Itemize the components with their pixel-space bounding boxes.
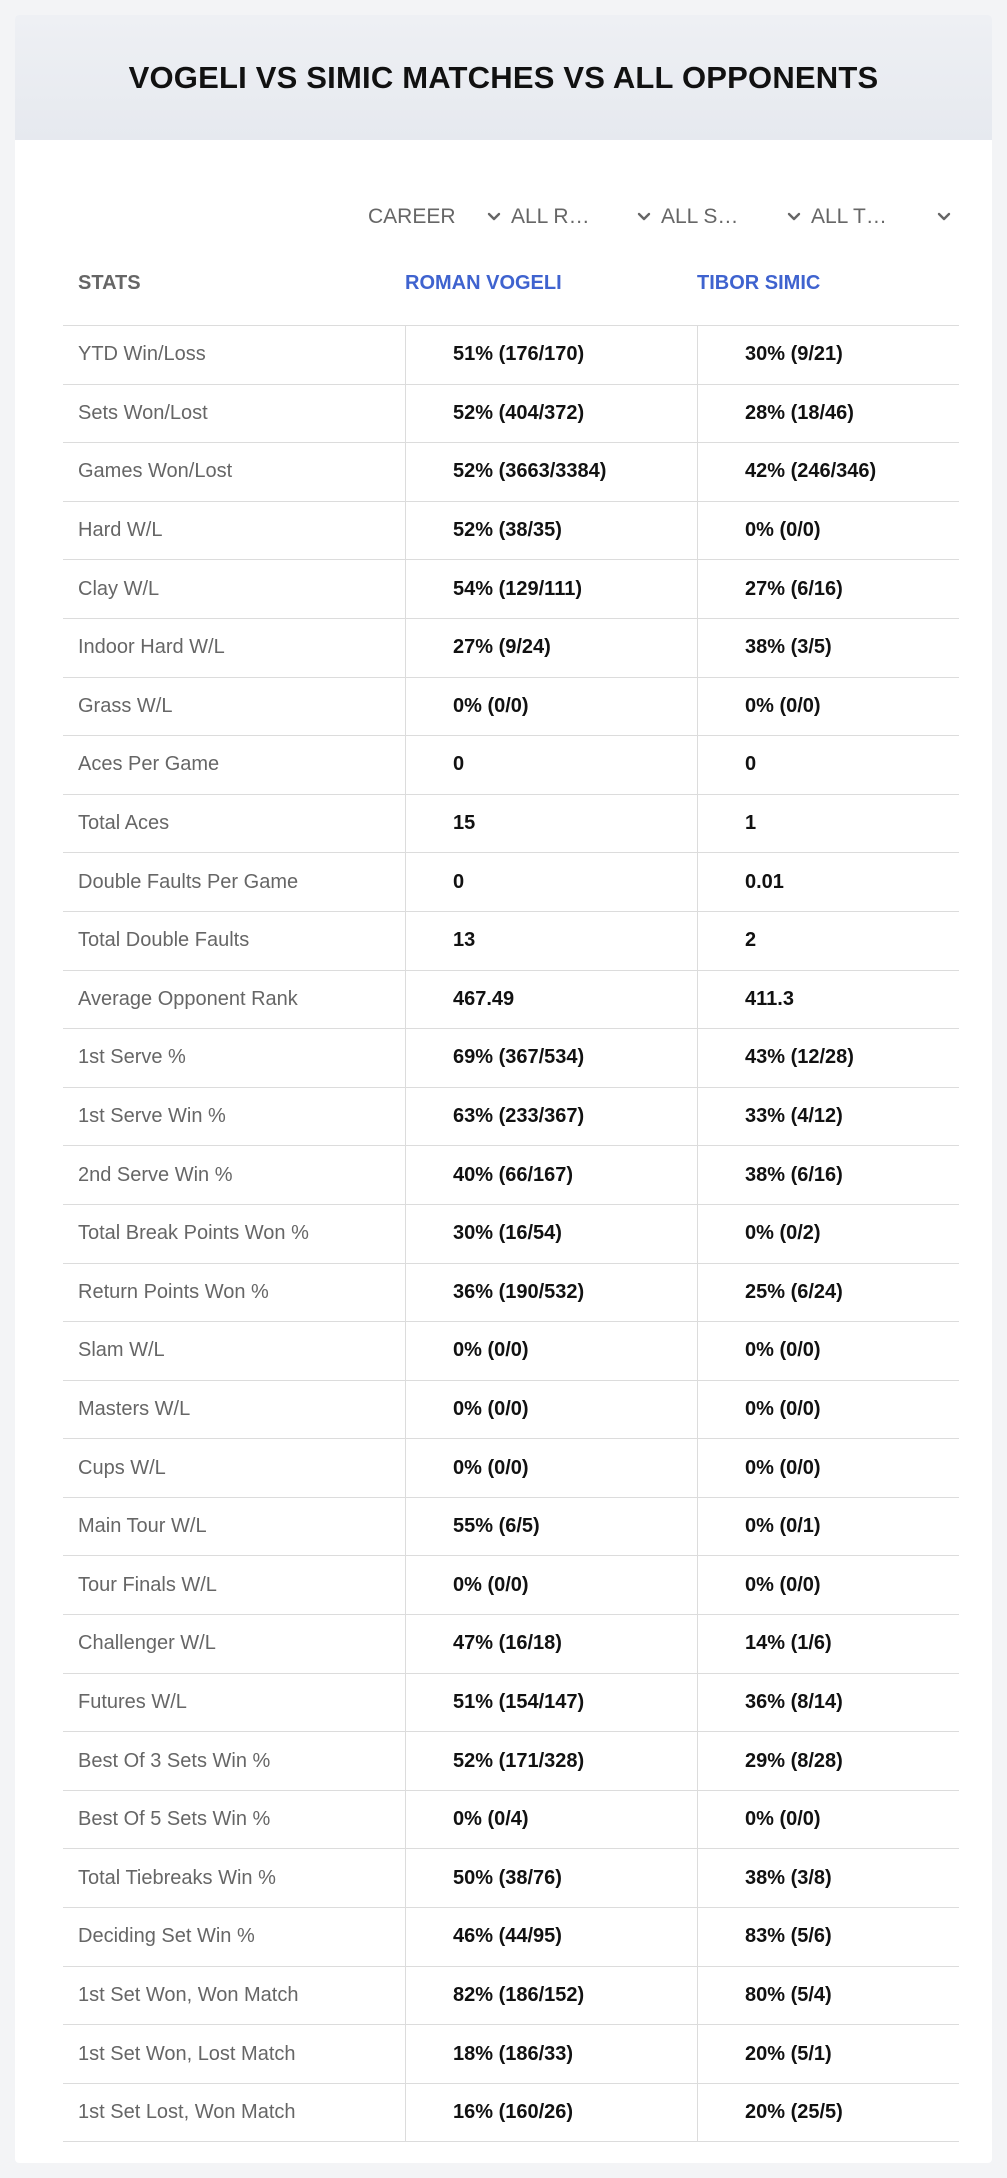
- chevron-down-icon: [636, 209, 652, 225]
- stat-label: Sets Won/Lost: [78, 401, 208, 424]
- player2-value: 411.3: [697, 971, 959, 1029]
- table-row: [63, 619, 959, 678]
- table-row: [63, 385, 959, 444]
- stat-label: Best Of 3 Sets Win %: [78, 1749, 271, 1772]
- table-row: [63, 326, 959, 385]
- stat-label: Hard W/L: [78, 519, 163, 542]
- stat-label: 1st Serve Win %: [78, 1105, 226, 1128]
- table-row: [63, 1791, 959, 1850]
- table-row: [63, 1381, 959, 1440]
- stat-label: Grass W/L: [78, 694, 173, 717]
- player2-value: 38% (3/8): [697, 1849, 959, 1907]
- table-row: [63, 1205, 959, 1264]
- player1-value: 51% (154/147): [405, 1674, 697, 1732]
- stat-label: Tour Finals W/L: [78, 1573, 217, 1596]
- player1-value: 47% (16/18): [405, 1615, 697, 1673]
- stat-label: Total Aces: [78, 812, 170, 835]
- filter-round-select[interactable]: [511, 187, 590, 247]
- player2-value: 83% (5/6): [697, 1908, 959, 1966]
- player2-value: 20% (25/5): [697, 2084, 959, 2142]
- stat-label: YTD Win/Loss: [78, 343, 206, 366]
- player1-value: 0: [405, 853, 697, 911]
- column-header-player1[interactable]: ROMAN VOGELI: [405, 272, 562, 294]
- stats-card: [15, 15, 992, 2163]
- stat-label: Games Won/Lost: [78, 460, 233, 483]
- stat-label: Double Faults Per Game: [78, 870, 299, 893]
- player2-value: 38% (6/16): [697, 1146, 959, 1204]
- player1-value: 55% (6/5): [405, 1498, 697, 1556]
- player1-value: 69% (367/534): [405, 1029, 697, 1087]
- player1-value: 13: [405, 912, 697, 970]
- player1-value: 52% (171/328): [405, 1732, 697, 1790]
- stats-table: [63, 250, 959, 2142]
- player1-value: 52% (3663/3384): [405, 443, 697, 501]
- table-row: [63, 1029, 959, 1088]
- table-body: [63, 326, 959, 2142]
- player2-value: 80% (5/4): [697, 1967, 959, 2025]
- player2-value: 0% (0/0): [697, 1791, 959, 1849]
- player2-value: 0% (0/0): [697, 502, 959, 560]
- player2-value: 30% (9/21): [697, 326, 959, 384]
- table-row: [63, 971, 959, 1030]
- stat-label: 1st Set Won, Won Match: [78, 1983, 299, 2006]
- player1-value: 0% (0/0): [405, 1322, 697, 1380]
- player1-value: 63% (233/367): [405, 1088, 697, 1146]
- player1-value: 52% (38/35): [405, 502, 697, 560]
- filter-surface-select[interactable]: [661, 187, 738, 247]
- column-header-stats: STATS: [78, 272, 141, 294]
- stat-label: Main Tour W/L: [78, 1515, 207, 1538]
- player2-value: 0% (0/0): [697, 678, 959, 736]
- player1-value: 15: [405, 795, 697, 853]
- table-row: [63, 1674, 959, 1733]
- table-row: [63, 1439, 959, 1498]
- table-row: [63, 736, 959, 795]
- player1-value: 18% (186/33): [405, 2025, 697, 2083]
- stat-label: 1st Set Won, Lost Match: [78, 2042, 296, 2065]
- player2-value: 43% (12/28): [697, 1029, 959, 1087]
- stat-label: Total Double Faults: [78, 929, 250, 952]
- stat-label: Total Break Points Won %: [78, 1222, 309, 1245]
- table-row: [63, 1556, 959, 1615]
- table-row: [63, 1732, 959, 1791]
- player2-value: 28% (18/46): [697, 385, 959, 443]
- stat-label: Slam W/L: [78, 1339, 165, 1362]
- table-row: [63, 1146, 959, 1205]
- player2-value: 42% (246/346): [697, 443, 959, 501]
- table-header: [63, 250, 959, 326]
- filter-bar: [15, 187, 992, 247]
- stat-label: Deciding Set Win %: [78, 1925, 255, 1948]
- stat-label: Masters W/L: [78, 1397, 191, 1420]
- player1-value: 27% (9/24): [405, 619, 697, 677]
- player2-value: 1: [697, 795, 959, 853]
- stat-label: Indoor Hard W/L: [78, 636, 225, 659]
- stat-label: 2nd Serve Win %: [78, 1163, 233, 1186]
- player2-value: 0.01: [697, 853, 959, 911]
- table-row: [63, 560, 959, 619]
- player2-value: 0% (0/0): [697, 1556, 959, 1614]
- player2-value: 25% (6/24): [697, 1264, 959, 1322]
- player2-value: 0% (0/2): [697, 1205, 959, 1263]
- player1-value: 50% (38/76): [405, 1849, 697, 1907]
- chevron-down-icon: [786, 209, 802, 225]
- table-row: [63, 1264, 959, 1323]
- table-row: [63, 1088, 959, 1147]
- column-header-player2[interactable]: TIBOR SIMIC: [697, 272, 821, 294]
- filter-tournament-label: ALL T…: [811, 205, 887, 228]
- player1-value: 0% (0/0): [405, 1381, 697, 1439]
- filter-period-label: CAREER: [368, 205, 456, 228]
- player2-value: 0% (0/0): [697, 1439, 959, 1497]
- stat-label: Cups W/L: [78, 1456, 166, 1479]
- player2-value: 14% (1/6): [697, 1615, 959, 1673]
- filter-surface-label: ALL S…: [661, 205, 739, 228]
- stat-label: 1st Set Lost, Won Match: [78, 2101, 296, 2124]
- chevron-down-icon: [936, 209, 952, 225]
- table-row: [63, 1322, 959, 1381]
- stat-label: Return Points Won %: [78, 1280, 269, 1303]
- filter-period-select[interactable]: [368, 187, 456, 247]
- table-row: [63, 678, 959, 737]
- page-title: VOGELI VS SIMIC MATCHES VS ALL OPPONENTS: [128, 59, 879, 95]
- table-row: [63, 443, 959, 502]
- player1-value: 54% (129/111): [405, 560, 697, 618]
- player2-value: 0% (0/1): [697, 1498, 959, 1556]
- stat-label: Aces Per Game: [78, 753, 220, 776]
- chevron-down-icon: [486, 209, 502, 225]
- table-row: [63, 502, 959, 561]
- player1-value: 82% (186/152): [405, 1967, 697, 2025]
- stat-label: 1st Serve %: [78, 1046, 186, 1069]
- filter-tournament-select[interactable]: [811, 187, 887, 247]
- player2-value: 0% (0/0): [697, 1322, 959, 1380]
- player2-value: 2: [697, 912, 959, 970]
- player2-value: 29% (8/28): [697, 1732, 959, 1790]
- table-row: [63, 795, 959, 854]
- player2-value: 38% (3/5): [697, 619, 959, 677]
- player1-value: 0% (0/0): [405, 1439, 697, 1497]
- player1-value: 30% (16/54): [405, 1205, 697, 1263]
- player1-value: 36% (190/532): [405, 1264, 697, 1322]
- table-row: [63, 1849, 959, 1908]
- player2-value: 0: [697, 736, 959, 794]
- player1-value: 46% (44/95): [405, 1908, 697, 1966]
- player2-value: 20% (5/1): [697, 2025, 959, 2083]
- player1-value: 0% (0/4): [405, 1791, 697, 1849]
- table-row: [63, 1498, 959, 1557]
- player2-value: 33% (4/12): [697, 1088, 959, 1146]
- player1-value: 40% (66/167): [405, 1146, 697, 1204]
- player1-value: 0% (0/0): [405, 678, 697, 736]
- player1-value: 52% (404/372): [405, 385, 697, 443]
- stat-label: Challenger W/L: [78, 1632, 216, 1655]
- player2-value: 0% (0/0): [697, 1381, 959, 1439]
- player1-value: 0% (0/0): [405, 1556, 697, 1614]
- table-row: [63, 1908, 959, 1967]
- table-row: [63, 912, 959, 971]
- filter-round-label: ALL R…: [511, 205, 590, 228]
- player1-value: 0: [405, 736, 697, 794]
- player2-value: 36% (8/14): [697, 1674, 959, 1732]
- table-row: [63, 2084, 959, 2143]
- table-row: [63, 1615, 959, 1674]
- table-row: [63, 2025, 959, 2084]
- table-row: [63, 853, 959, 912]
- stat-label: Average Opponent Rank: [78, 987, 298, 1010]
- stat-label: Total Tiebreaks Win %: [78, 1866, 276, 1889]
- table-row: [63, 1967, 959, 2026]
- player1-value: 51% (176/170): [405, 326, 697, 384]
- stat-label: Best Of 5 Sets Win %: [78, 1808, 271, 1831]
- player1-value: 467.49: [405, 971, 697, 1029]
- stat-label: Clay W/L: [78, 577, 160, 600]
- page-header: [15, 15, 992, 140]
- player2-value: 27% (6/16): [697, 560, 959, 618]
- stat-label: Futures W/L: [78, 1690, 187, 1713]
- player1-value: 16% (160/26): [405, 2084, 697, 2142]
